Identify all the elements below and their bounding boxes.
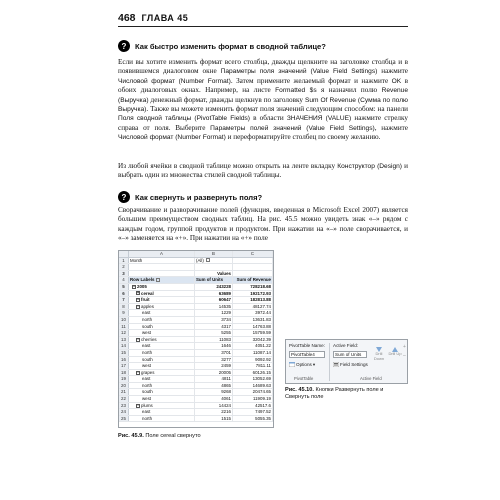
row-label-cell[interactable]	[129, 258, 195, 264]
ui-term: Числовой формат (Number Format)	[118, 77, 231, 85]
units-cell[interactable]: 1229	[195, 310, 233, 316]
page-number: 468	[118, 12, 136, 24]
text-run: . Также вы можете изменить формат поля значений следующим способом: на панели	[146, 105, 408, 114]
table-row	[119, 409, 273, 416]
revenue-cell[interactable]: 7497.52	[233, 409, 273, 415]
row-number: 20	[119, 383, 129, 389]
text-run: я назначил полю	[316, 86, 382, 95]
ui-term: Sum Of Revenue (Сумма по полю Выручка)	[118, 96, 408, 114]
revenue-cell[interactable]: 13052.69	[233, 376, 273, 382]
cell-text: east	[142, 343, 151, 349]
table-row	[119, 403, 273, 410]
row-number: 21	[119, 389, 129, 395]
paragraph-collapse-1	[118, 206, 408, 244]
row-number: 24	[119, 409, 129, 415]
cell-text: 2005	[137, 283, 147, 289]
cell-text: fruit	[141, 297, 150, 303]
drill-up-button[interactable]	[388, 347, 402, 357]
row-label-cell[interactable]	[129, 271, 195, 277]
row-number: 11	[119, 324, 129, 330]
ribbon-screenshot	[285, 339, 408, 384]
pivot-rows	[119, 258, 273, 423]
paragraph-format-2	[118, 162, 408, 181]
units-cell[interactable]: 4865	[195, 383, 233, 389]
cell-text: Month	[130, 257, 143, 263]
row-number: 3	[119, 271, 129, 277]
cell-text: north	[142, 316, 153, 322]
revenue-cell[interactable]: 14689.63	[233, 383, 273, 389]
units-cell[interactable]: 5255	[195, 330, 233, 336]
caption-text: Поле cereal свернуто	[145, 433, 201, 439]
units-cell[interactable]: 4061	[195, 396, 233, 402]
collapse-field-icon[interactable]: –	[403, 353, 406, 359]
cell-text: east	[142, 376, 151, 382]
cell-text: cereal	[141, 290, 154, 296]
revenue-cell[interactable]: Sum of Revenue	[233, 277, 273, 283]
row-number: 25	[119, 416, 129, 422]
table-row	[119, 258, 273, 265]
row-label-cell[interactable]	[129, 343, 195, 349]
units-cell[interactable]: 4811	[195, 376, 233, 382]
paragraph-format-1	[118, 58, 408, 143]
table-row	[119, 310, 273, 317]
revenue-cell[interactable]: 9092.92	[233, 357, 273, 363]
filter-dropdown-icon[interactable]	[206, 258, 210, 262]
revenue-cell[interactable]: 5055.35	[233, 416, 273, 422]
table-row	[119, 277, 273, 284]
row-label-cell[interactable]	[129, 383, 195, 389]
units-cell[interactable]: 11083	[195, 337, 233, 343]
row-number: 15	[119, 350, 129, 356]
figure-caption-45-10	[285, 387, 408, 401]
row-number: 22	[119, 396, 129, 402]
row-number: 13	[119, 337, 129, 343]
drill-down-label: Drill Down	[373, 351, 385, 361]
revenue-cell[interactable]: 14763.88	[233, 324, 273, 330]
row-number: 7	[119, 297, 129, 303]
table-row	[119, 376, 273, 383]
active-field-input[interactable]: Sum of Units	[333, 351, 367, 358]
units-cell[interactable]: 14535	[195, 304, 233, 310]
units-cell[interactable]: 1646	[195, 343, 233, 349]
table-row	[119, 357, 273, 364]
row-number: 5	[119, 284, 129, 290]
row-number: 4	[119, 277, 129, 283]
table-row	[119, 389, 273, 396]
options-button[interactable]	[289, 361, 315, 368]
caption-number: Рис. 45.10.	[285, 387, 314, 393]
row-number: 9	[119, 310, 129, 316]
header-rule	[118, 26, 408, 27]
table-row	[119, 304, 273, 311]
table-row	[119, 363, 273, 370]
revenue-cell[interactable]: 32042.39	[233, 337, 273, 343]
text-run: и переформатируйте столбец по своему желанию.	[225, 133, 381, 142]
revenue-cell[interactable]: 192172.93	[233, 291, 273, 297]
text-run: и выбрать один из множества стилей сводной таблицы.	[118, 162, 408, 180]
expand-field-icon[interactable]: +	[403, 344, 406, 350]
units-cell[interactable]: 243228	[195, 284, 233, 290]
field-settings-button[interactable]	[333, 361, 368, 368]
table-row	[119, 343, 273, 350]
row-label-cell[interactable]	[129, 310, 195, 316]
units-cell[interactable]: 60647	[195, 297, 233, 303]
row-label-cell[interactable]	[129, 277, 195, 283]
pivot-name-input[interactable]: PivotTable4	[289, 351, 325, 358]
cell-text: south	[142, 356, 153, 362]
column-header-row	[119, 251, 273, 258]
cell-text: north	[142, 349, 153, 355]
text-run: Если вы хотите изменить формат всего столбца, дважды щелкните на заголовке столбца и в появившемся диалоговом окне	[118, 58, 408, 76]
corner-cell	[119, 251, 129, 257]
ui-term: OK	[391, 77, 402, 85]
revenue-cell[interactable]: 3972.44	[233, 310, 273, 316]
drill-down-button[interactable]	[372, 347, 386, 361]
cell-text: north	[142, 415, 153, 421]
revenue-cell[interactable]	[233, 264, 273, 270]
units-cell[interactable]: 9268	[195, 389, 233, 395]
chapter-title: ГЛАВА 45	[141, 13, 189, 23]
expand-icon[interactable]: +	[137, 291, 140, 296]
units-cell[interactable]: 3701	[195, 350, 233, 356]
cell-text: Row Labels	[130, 277, 155, 283]
cell-text: grapes	[141, 369, 155, 375]
row-number: 23	[119, 403, 129, 409]
row-number: 8	[119, 304, 129, 310]
question-title: Как быстро изменить формат в сводной таблице?	[135, 41, 326, 51]
revenue-cell[interactable]: 15759.59	[233, 330, 273, 336]
table-row	[119, 284, 273, 291]
units-cell[interactable]: 3277	[195, 357, 233, 363]
cell-text: south	[142, 323, 153, 329]
units-cell[interactable]: 2216	[195, 409, 233, 415]
revenue-cell[interactable]: 7811.11	[233, 363, 273, 369]
row-label-cell[interactable]	[129, 297, 195, 303]
units-cell[interactable]: 14424	[195, 403, 233, 409]
pivot-name-label: PivotTable Name:	[289, 343, 326, 348]
row-label-cell[interactable]	[129, 324, 195, 330]
row-label-cell[interactable]	[129, 350, 195, 356]
ui-term: Параметры полей значений (Value Field Settings)	[210, 124, 375, 132]
collapse-icon[interactable]: −	[137, 370, 140, 375]
cell-text: plums	[141, 402, 153, 408]
text-run: нажмите	[377, 67, 408, 76]
revenue-cell[interactable]: 182813.88	[233, 297, 273, 303]
field-settings-icon	[333, 362, 339, 367]
question-heading-format	[118, 40, 408, 52]
row-number: 18	[119, 370, 129, 376]
row-number: 12	[119, 330, 129, 336]
ui-term: Formatted $s	[275, 87, 317, 95]
table-row	[119, 350, 273, 357]
row-number: 10	[119, 317, 129, 323]
cell-text: apples	[141, 303, 154, 309]
text-run: Сворачивание и разворачивание полей (функция, введенная в Microsoft Excel 2007) является большим преимуществом сводных таблиц. На рис. 45.5 можно увидеть знак «–» рядом с каждым годом, группой продуктов и продуктом. При нажатии на «–» поле сворачивается, и «–» заменяется на «+». При нажатии на «+» поле	[118, 206, 408, 243]
revenue-cell[interactable]: 728218.68	[233, 284, 273, 290]
table-row	[119, 317, 273, 324]
revenue-cell[interactable]: 60126.15	[233, 370, 273, 376]
row-number: 19	[119, 376, 129, 382]
text-run: Из любой ячейки в сводной таблице можно открыть на ленте вкладку	[118, 162, 338, 170]
group-separator	[329, 343, 330, 381]
cell-text: south	[142, 389, 153, 395]
caption-text: Кнопки Развернуть поле и Свернуть поле	[285, 387, 384, 400]
drill-up-label: Drill Up	[388, 351, 402, 356]
cell-text: west	[142, 330, 152, 336]
row-label-cell[interactable]	[129, 357, 195, 363]
ui-term: Поля сводной таблицы (PivotTable Fields)	[118, 115, 250, 123]
row-label-cell[interactable]	[129, 337, 195, 343]
excel-pivot-screenshot	[118, 250, 274, 428]
ui-term: Revenue (Выручка)	[118, 87, 408, 104]
cell-text: north	[142, 382, 153, 388]
text-run: , нажмите	[374, 123, 408, 132]
text-run: в области	[250, 114, 287, 123]
page-header	[118, 11, 408, 25]
row-label-cell[interactable]	[129, 396, 195, 402]
revenue-cell[interactable]: 11087.14	[233, 350, 273, 356]
column-header-b: B	[195, 251, 233, 257]
row-label-cell[interactable]	[129, 376, 195, 382]
row-label-cell[interactable]	[129, 416, 195, 422]
cell-text: cherries	[141, 336, 157, 342]
table-row	[119, 383, 273, 390]
table-row	[119, 264, 273, 271]
collapse-icon[interactable]: −	[137, 304, 140, 309]
text-run: денежный формат, дважды щелкнув по заголовку	[148, 95, 305, 104]
table-row	[119, 297, 273, 304]
row-number: 1	[119, 258, 129, 264]
units-cell[interactable]: 2459	[195, 363, 233, 369]
units-cell[interactable]: 20005	[195, 370, 233, 376]
row-number: 2	[119, 264, 129, 270]
ui-term: ЗНАЧЕНИЯ (VALUE)	[286, 115, 352, 123]
units-cell[interactable]: Values	[195, 271, 233, 277]
text-run: нажмите стрелку справа от поля. Выберите	[118, 114, 408, 132]
row-number: 14	[119, 343, 129, 349]
table-row	[119, 337, 273, 344]
units-cell[interactable]	[195, 264, 233, 270]
row-label-cell[interactable]	[129, 317, 195, 323]
table-row	[119, 330, 273, 337]
table-row	[119, 370, 273, 377]
row-label-cell[interactable]	[129, 284, 195, 290]
revenue-cell[interactable]	[233, 258, 273, 264]
field-settings-label: Field Settings	[340, 362, 368, 367]
options-label: Options	[296, 362, 312, 367]
row-number: 6	[119, 291, 129, 297]
row-number: 16	[119, 357, 129, 363]
revenue-cell[interactable]: 13631.83	[233, 317, 273, 323]
collapse-icon[interactable]: −	[137, 403, 140, 408]
row-number: 17	[119, 363, 129, 369]
cell-text: west	[142, 363, 152, 369]
question-heading-collapse	[118, 191, 408, 203]
group-label-pivottable: PivotTable	[294, 376, 314, 381]
table-row	[119, 324, 273, 331]
group-label-active-field: Active Field	[360, 376, 382, 381]
units-cell[interactable]: 1515	[195, 416, 233, 422]
revenue-cell[interactable]: 42517.6	[233, 403, 273, 409]
caption-number: Рис. 45.9.	[118, 433, 144, 439]
collapse-icon[interactable]: −	[133, 284, 136, 289]
cell-text: west	[142, 396, 152, 402]
row-label-cell[interactable]	[129, 330, 195, 336]
row-label-cell[interactable]	[129, 304, 195, 310]
revenue-cell[interactable]	[233, 271, 273, 277]
ui-term: Числовой формат (Number Format)	[118, 134, 226, 142]
text-run: в обоих диалоговых окнах. Например, на листе	[118, 76, 408, 95]
row-label-cell[interactable]	[129, 264, 195, 270]
ui-term: Конструктор (Design)	[337, 163, 402, 170]
column-header-c: C	[233, 251, 273, 257]
table-row	[119, 271, 273, 278]
options-icon	[289, 362, 295, 367]
revenue-cell[interactable]: 4051.22	[233, 343, 273, 349]
active-field-label: Active Field:	[333, 343, 359, 348]
column-header-a: A	[129, 251, 195, 257]
units-cell[interactable]: 4317	[195, 324, 233, 330]
units-cell[interactable]: 3734	[195, 317, 233, 323]
collapse-icon[interactable]: −	[137, 337, 140, 342]
text-run: . Затем примените желаемый формат и нажмите	[230, 76, 392, 85]
chevron-down-icon: ▾	[312, 362, 316, 367]
units-cell[interactable]: Sum of Units	[195, 277, 233, 283]
units-cell[interactable]: (All)	[195, 258, 233, 264]
revenue-cell[interactable]: 20474.65	[233, 389, 273, 395]
row-label-cell[interactable]	[129, 389, 195, 395]
units-cell[interactable]: 63689	[195, 291, 233, 297]
question-icon: ?	[118, 40, 130, 52]
question-title: Как свернуть и развернуть поля?	[135, 192, 263, 202]
collapse-icon[interactable]: −	[137, 298, 140, 302]
cell-text: east	[142, 409, 151, 415]
row-label-cell[interactable]	[129, 409, 195, 415]
figure-caption-45-9	[118, 433, 274, 440]
table-row	[119, 291, 273, 298]
revenue-cell[interactable]: 48127.74	[233, 304, 273, 310]
question-icon: ?	[118, 191, 130, 203]
revenue-cell[interactable]: 11909.19	[233, 396, 273, 402]
filter-dropdown-icon[interactable]	[156, 278, 160, 282]
table-row	[119, 396, 273, 403]
row-label-cell[interactable]	[129, 291, 195, 297]
ui-term: Параметры поля значений (Value Field Settings)	[220, 68, 378, 76]
row-label-cell[interactable]	[129, 363, 195, 369]
cell-text: east	[142, 310, 151, 316]
row-label-cell[interactable]	[129, 403, 195, 409]
table-row	[119, 416, 273, 423]
row-label-cell[interactable]	[129, 370, 195, 376]
